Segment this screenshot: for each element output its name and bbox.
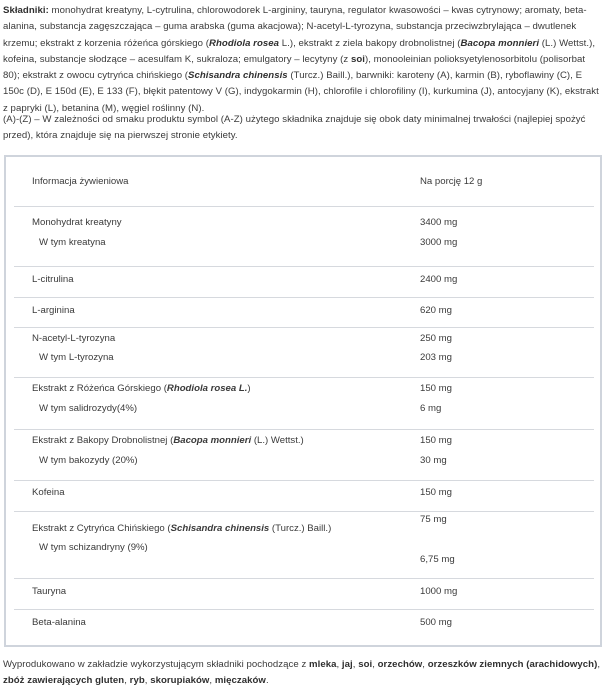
ingredients-paragraph (3, 3, 601, 117)
ingredient-latin-schisandra: Schisandra chinensis (188, 70, 288, 82)
row-value: 250 mg (420, 333, 452, 344)
ingredients-text: monohydrat kreatyny, L-cytrulina, chlorowodorek L-argininy, tauryna, regulator kwasowości – kwas cytrynowy; aromaty, beta-alanina, substancja zagęszczająca – guma arabska (guma akacjowa); N-acetyl-L-tyrozyna, substancja przeciwzbrylająca – dwutlenek krzemu; ekstrakt z korzenia różeńca górskiego ( (3, 5, 587, 49)
row-value: 2400 mg (420, 274, 458, 285)
row-sub-value: 3000 mg (420, 237, 458, 248)
ingredients-text: (Turcz.) Baill.), barwniki: karoteny (A), karmin (B), ryboflawiny (C), E 150c (D), E 150d (E), E 133 (F), błękit patentowy V (G), indygokarmin (H), chlorofile i chlorofiliny (I), kurkumina (J), antocyjany (K), ekstrakt z papryki (L), betanina (M), węgiel roślinny (N). (3, 70, 599, 114)
table-row (14, 327, 594, 378)
row-value: 150 mg (420, 435, 452, 446)
allergen: mięczaków (214, 675, 266, 687)
ingredients-text: L.), ekstrakt z ziela bakopy drobnolistnej ( (279, 37, 461, 49)
row-sub-value: 203 mg (420, 352, 452, 363)
header-label: Informacja żywieniowa (32, 176, 129, 187)
header-serving: Na porcję 12 g (420, 176, 483, 187)
table-row (14, 511, 594, 579)
ingredients-text: (L.) Wettst.), kofeina, substancje słodzące – acesulfam K, sukraloza; emulgatory – lecytyny (z (3, 37, 596, 65)
row-label: L-citrulina (32, 274, 74, 285)
table-row (14, 578, 594, 610)
row-label: Ekstrakt z Bakopy Drobnolistnej (Bacopa monnieri (L.) Wettst.) (32, 435, 304, 446)
row-sub-label: W tym schizandryny (9%) (39, 542, 148, 553)
row-label: L-arginina (32, 305, 75, 316)
table-header-row (14, 157, 594, 207)
ingredients-text: ), monooleinian polioksyetylenosorbitolu (polisorbat 80); ekstrakt z owocu cytryńca chińskiego ( (3, 53, 586, 82)
row-label: Tauryna (32, 586, 67, 597)
row-sub-label: W tym bakozydy (20%) (39, 455, 138, 466)
table-row (14, 480, 594, 512)
row-value: 75 mg (420, 514, 447, 525)
variant-note: (A)-(Z) – W zależności od smaku produktu symbol (A-Z) użytego składnika znajduje się obok daty minimalnej trwałości (najlepiej spożyć przed), która znajduje się na pierwszej stronie etykiety. (3, 114, 586, 142)
ingredient-latin-bacopa: Bacopa monnieri (460, 37, 540, 49)
allergen-soy: soi (350, 53, 365, 65)
latin-name: Rhodiola rosea L. (166, 383, 248, 394)
allergen: mleka (309, 659, 337, 670)
row-sub-value: 6 mg (420, 403, 442, 414)
row-value: 150 mg (420, 487, 452, 498)
row-label: Ekstrakt z Cytryńca Chińskiego (Schisandra chinensis (Turcz.) Baill.) (32, 523, 332, 534)
row-label: Ekstrakt z Różeńca Górskiego (Rhodiola rosea L.) (32, 383, 251, 394)
allergen: jaj (341, 659, 353, 670)
row-label: Beta-alanina (32, 617, 86, 628)
row-value: 620 mg (420, 305, 452, 316)
row-value: 150 mg (420, 383, 452, 394)
row-label: Kofeina (32, 487, 65, 498)
table-row (14, 609, 594, 645)
table-row (14, 429, 594, 481)
table-row (14, 297, 594, 328)
row-label: N-acetyl-L-tyrozyna (32, 333, 116, 344)
row-value: 500 mg (420, 617, 452, 628)
table-row (14, 266, 594, 298)
row-sub-value: 6,75 mg (420, 554, 455, 565)
allergen: skorupiaków (150, 675, 210, 687)
allergen: orzeszków ziemnych (arachidowych) (427, 659, 598, 670)
row-sub-value: 30 mg (420, 455, 447, 466)
row-value: 1000 mg (420, 586, 458, 597)
row-sub-label: W tym L-tyrozyna (39, 352, 114, 363)
allergen-note: Wyprodukowano w zakładzie wykorzystującym składniki pochodzące z mleka, jaj, soi, orzechów, orzeszków ziemnych (arachidowych), zbóż zawierających gluten, ryb, skorupiaków, mięczaków. (3, 659, 601, 687)
allergen: soi (358, 659, 373, 670)
row-sub-label: W tym kreatyna (39, 237, 106, 248)
table-row (14, 206, 594, 267)
nutrition-table (4, 155, 602, 647)
latin-name: Bacopa monnieri (173, 435, 252, 446)
allergen: orzechów (377, 659, 423, 670)
ingredients-label: Składniki: (3, 5, 49, 16)
allergen: zbóż zawierających gluten (3, 675, 125, 687)
table-row (14, 377, 594, 430)
ingredient-latin-rhodiola: Rhodiola rosea (209, 37, 280, 49)
allergen: ryb (129, 675, 145, 687)
row-label: Monohydrat kreatyny (32, 217, 122, 228)
latin-name: Schisandra chinensis (170, 523, 270, 534)
row-value: 3400 mg (420, 217, 458, 228)
row-sub-label: W tym salidrozydy(4%) (39, 403, 138, 414)
